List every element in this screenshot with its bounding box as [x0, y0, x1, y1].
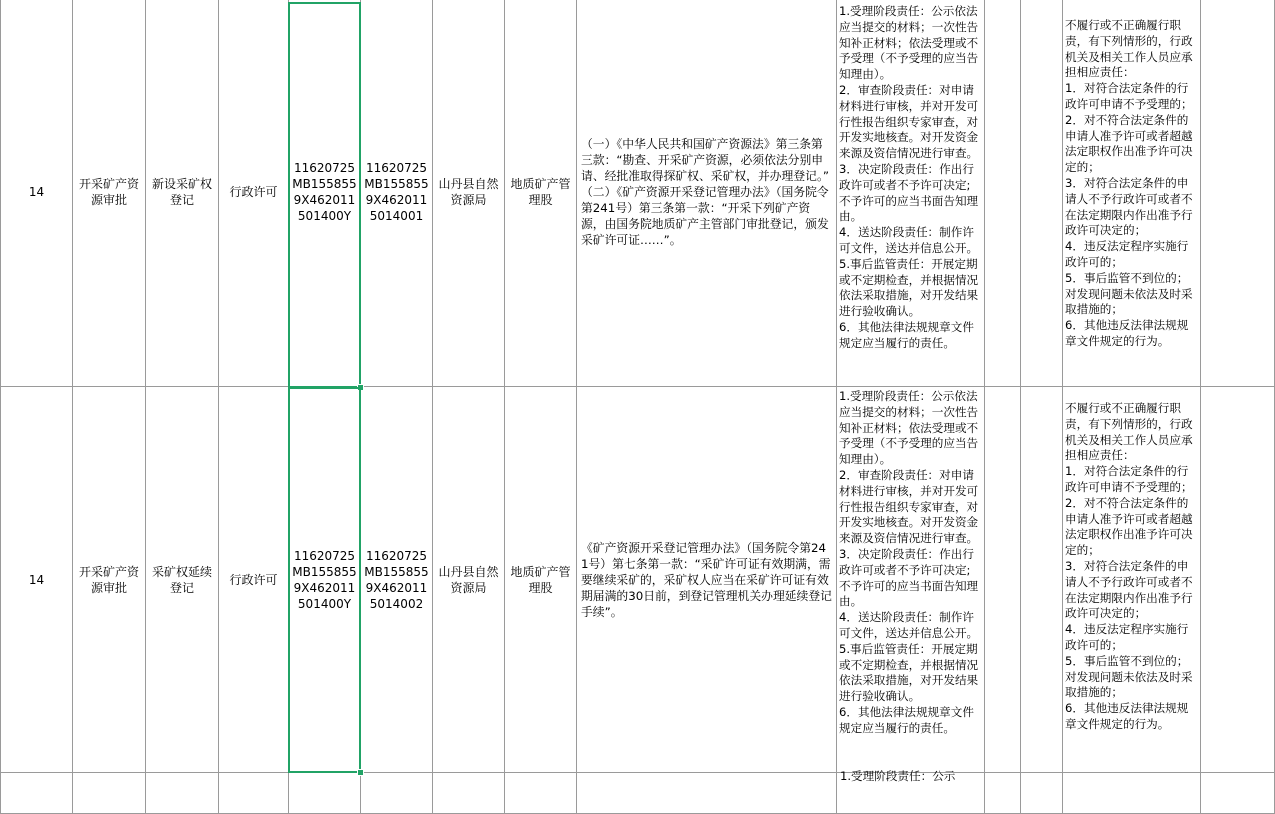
cell-empty[interactable]: [1021, 0, 1063, 386]
table-row: [0, 387, 1275, 773]
cell-legal-basis[interactable]: 《矿产资源开采登记管理办法》（国务院令第241号）第七条第一款：“采矿许可证有效期满，需要继续采矿的，采矿权人应当在采矿许可证有效期届满的30日前，到登记管理机关办理延续登记手续”。: [577, 387, 837, 772]
table-row: [0, 773, 1275, 814]
cell-accountability[interactable]: 不履行或不正确履行职责，有下列情形的，行政机关及相关工作人员应承担相应责任： 1．对符合法定条件的行政许可申请不予受理的； 2．对不符合法定条件的申请人准予许可或者超越法定职权作出准予许可决定的； 3．对符合法定条件的申请人不予行政许可或者不在法定期限内作出准予行政许可决定的； 4．违反法定程序实施行政许可的； 5．事后监管不到位的；对发现问题未依法及时采取措施的； 6．其他违反法律法规规章文件规定的行为。: [1063, 387, 1201, 772]
cell-empty[interactable]: [1021, 387, 1063, 772]
cell-item[interactable]: 采矿权延续登记: [146, 387, 219, 772]
cell-empty[interactable]: [1201, 387, 1275, 772]
cell-empty[interactable]: [577, 773, 837, 813]
cell-empty[interactable]: [985, 387, 1021, 772]
cell-category[interactable]: 开采矿产资源审批: [73, 387, 146, 772]
cell-category[interactable]: 开采矿产资源审批: [73, 0, 146, 386]
cell-empty[interactable]: [219, 773, 289, 813]
cell-empty[interactable]: [505, 773, 577, 813]
cell-accountability[interactable]: 不履行或不正确履行职责，有下列情形的，行政机关及相关工作人员应承担相应责任： 1．对符合法定条件的行政许可申请不予受理的； 2．对不符合法定条件的申请人准予许可或者超越法定职权作出准予许可决定的； 3．对符合法定条件的申请人不予行政许可或者不在法定期限内作出准予行政许可决定的； 4．违反法定程序实施行政许可的； 5．事后监管不到位的；对发现问题未依法及时采取措施的； 6．其他违反法律法规规章文件规定的行为。: [1063, 0, 1201, 386]
cell-office[interactable]: 地质矿产管理股: [505, 387, 577, 772]
cell-duties[interactable]: 1.受理阶段责任：公示依法应当提交的材料；一次性告知补正材料；依法受理或不予受理（不予受理的应当告知理由）。 2．审查阶段责任：对申请材料进行审核，并对开发可行性报告组织专家审查，对开发实地核查。对开发资金来源及资信情况进行审查。 3．决定阶段责任：作出行政许可或者不予许可决定;不予许可的应当书面告知理由。 4．送达阶段责任：制作许可文件，送达并信息公开。 5.事后监管责任：开展定期或不定期检查，并根据情况依法采取措施，对开发结果进行验收确认。 6．其他法律法规规章文件规定应当履行的责任。: [837, 387, 985, 772]
cell-code-sub[interactable]: 11620725MB1558559X4620115014001: [361, 0, 433, 386]
cell-empty[interactable]: [73, 773, 146, 813]
cell-empty[interactable]: [0, 773, 73, 813]
cell-empty[interactable]: [361, 773, 433, 813]
table-row: [0, 0, 1275, 387]
cell-item[interactable]: 新设采矿权登记: [146, 0, 219, 386]
cell-empty[interactable]: [289, 773, 361, 813]
cell-duties[interactable]: 1.受理阶段责任：公示依法应当提交的材料；一次性告知补正材料；依法受理或不予受理（不予受理的应当告知理由）。 2．审查阶段责任：对申请材料进行审核，并对开发可行性报告组织专家审查，对开发实地核查。对开发资金来源及资信情况进行审查。 3．决定阶段责任：作出行政许可或者不予许可决定;不予许可的应当书面告知理由。 4．送达阶段责任：制作许可文件，送达并信息公开。 5.事后监管责任：开展定期或不定期检查，并根据情况依法采取措施，对开发结果进行验收确认。 6．其他法律法规规章文件规定应当履行的责任。: [837, 0, 985, 386]
cell-type[interactable]: 行政许可: [219, 0, 289, 386]
cell-empty[interactable]: [1201, 0, 1275, 386]
cell-empty[interactable]: [433, 773, 505, 813]
cell-empty[interactable]: [1201, 773, 1275, 813]
cell-empty[interactable]: [1021, 773, 1063, 813]
cell-department[interactable]: 山丹县自然资源局: [433, 0, 505, 386]
cell-department[interactable]: 山丹县自然资源局: [433, 387, 505, 772]
cell-empty[interactable]: [1063, 773, 1201, 813]
cell-no[interactable]: 14: [0, 387, 73, 772]
cell-empty[interactable]: [146, 773, 219, 813]
cell-office[interactable]: 地质矿产管理股: [505, 0, 577, 386]
cell-no[interactable]: 14: [0, 0, 73, 386]
fill-handle[interactable]: [357, 769, 364, 776]
fill-handle[interactable]: [357, 384, 364, 391]
partial-row-text: 1.受理阶段责任：公示: [840, 769, 956, 783]
cell-type[interactable]: 行政许可: [219, 387, 289, 772]
cell-legal-basis[interactable]: （一）《中华人民共和国矿产资源法》第三条第三款：“勘查、开采矿产资源，必须依法分别申请、经批准取得探矿权、采矿权，并办理登记。” （二）《矿产资源开采登记管理办法》（国务院令第241号）第三条第一款：“开采下列矿产资源，由国务院地质矿产主管部门审批登记，颁发采矿许可证……”。: [577, 0, 837, 386]
cell-empty[interactable]: [985, 0, 1021, 386]
cell-code-main[interactable]: 11620725MB1558559X462011501400Y: [289, 387, 361, 772]
cell-code-sub[interactable]: 11620725MB1558559X4620115014002: [361, 387, 433, 772]
cell-code-main[interactable]: 11620725MB1558559X462011501400Y: [289, 0, 361, 386]
cell-empty[interactable]: [985, 773, 1021, 813]
